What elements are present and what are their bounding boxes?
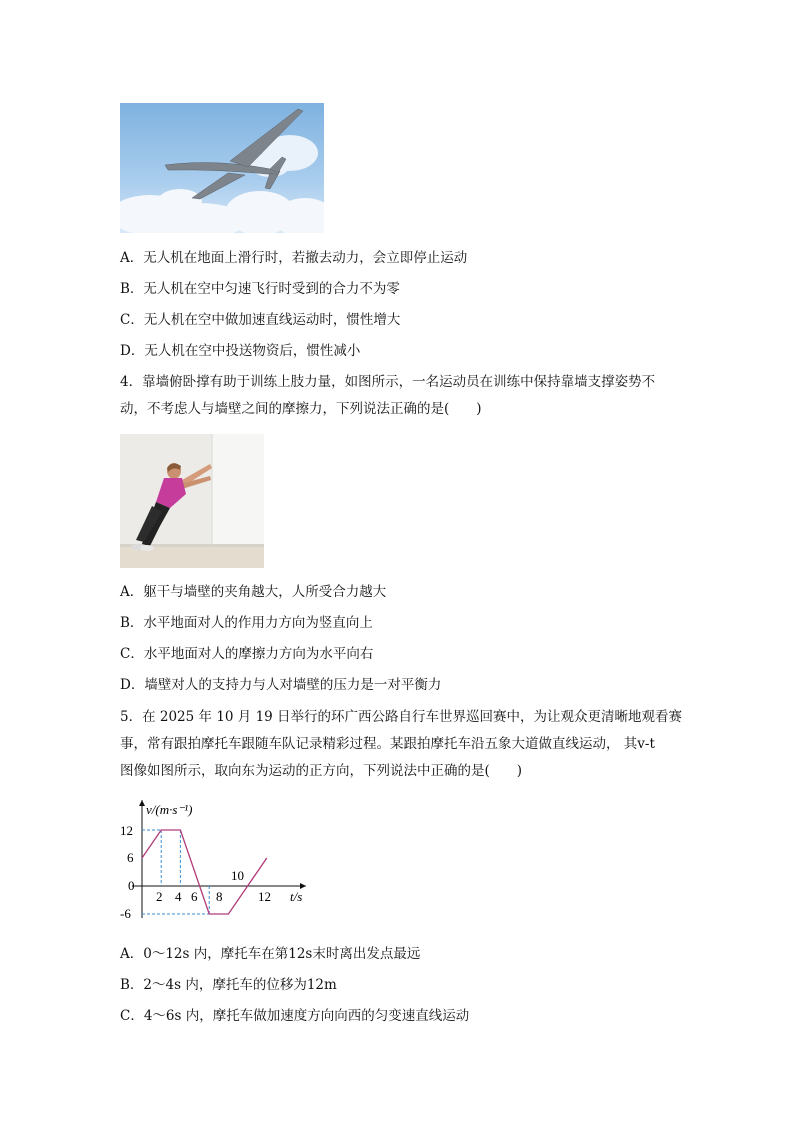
q3-option-c: C．无人机在空中做加速直线运动时，惯性增大 — [120, 312, 401, 328]
q5-stem-line1: 5．在 2025 年 10 月 19 日举行的环广西公路自行车世界巡回赛中，为让观众更清晰地观看赛 — [120, 709, 683, 725]
x-tick-6: 6 — [191, 889, 198, 904]
q4-option-c: C．水平地面对人的摩擦力方向为水平向右 — [120, 646, 374, 662]
q3-option-b: B．无人机在空中匀速飞行时受到的合力不为零 — [120, 281, 400, 297]
wall-pushup-image — [120, 434, 264, 568]
y-axis-label: v/(m·s⁻¹) — [146, 802, 193, 817]
q4-stem-line2: 动，不考虑人与墙壁之间的摩擦力，下列说法正确的是( ) — [120, 401, 482, 417]
q4-option-a: A．躯干与墙壁的夹角越大，人所受合力越大 — [120, 584, 387, 600]
q3-option-d: D．无人机在空中投送物资后，惯性减小 — [120, 343, 361, 359]
drone-image — [120, 103, 324, 233]
q5-option-a: A．0～12s 内，摩托车在第12s末时离出发点最远 — [120, 946, 421, 962]
q4-stem-line1: 4．靠墙俯卧撑有助于训练上肢力量，如图所示，一名运动员在训练中保持靠墙支撑姿势不 — [120, 374, 656, 390]
y-tick-0: 0 — [128, 878, 135, 893]
q5-stem-line3: 图像如图所示，取向东为运动的正方向，下列说法中正确的是( ) — [120, 763, 523, 779]
x-tick-12: 12 — [258, 889, 271, 904]
q5-option-c: C．4～6s 内，摩托车做加速度方向向西的匀变速直线运动 — [120, 1008, 470, 1024]
y-tick-6: 6 — [127, 850, 134, 865]
x-tick-8: 8 — [216, 889, 223, 904]
x-axis-label: t/s — [290, 889, 303, 904]
x-tick-2: 2 — [156, 889, 163, 904]
q4-option-b: B．水平地面对人的作用力方向为竖直向上 — [120, 615, 373, 631]
y-tick-neg6: -6 — [120, 906, 131, 921]
q5-option-b: B．2～4s 内，摩托车的位移为12m — [120, 977, 337, 993]
q3-option-a: A．无人机在地面上滑行时，若撤去动力，会立即停止运动 — [120, 250, 468, 266]
y-tick-12: 12 — [120, 823, 133, 838]
q4-option-d: D．墙壁对人的支持力与人对墙壁的压力是一对平衡力 — [120, 677, 442, 693]
x-tick-10: 10 — [231, 868, 244, 883]
x-tick-4: 4 — [175, 889, 182, 904]
vt-chart — [118, 796, 318, 931]
q5-stem-line2: 事，常有跟拍摩托车跟随车队记录精彩过程。某跟拍摩托车沿五象大道做直线运动， 其v-t — [120, 736, 655, 752]
